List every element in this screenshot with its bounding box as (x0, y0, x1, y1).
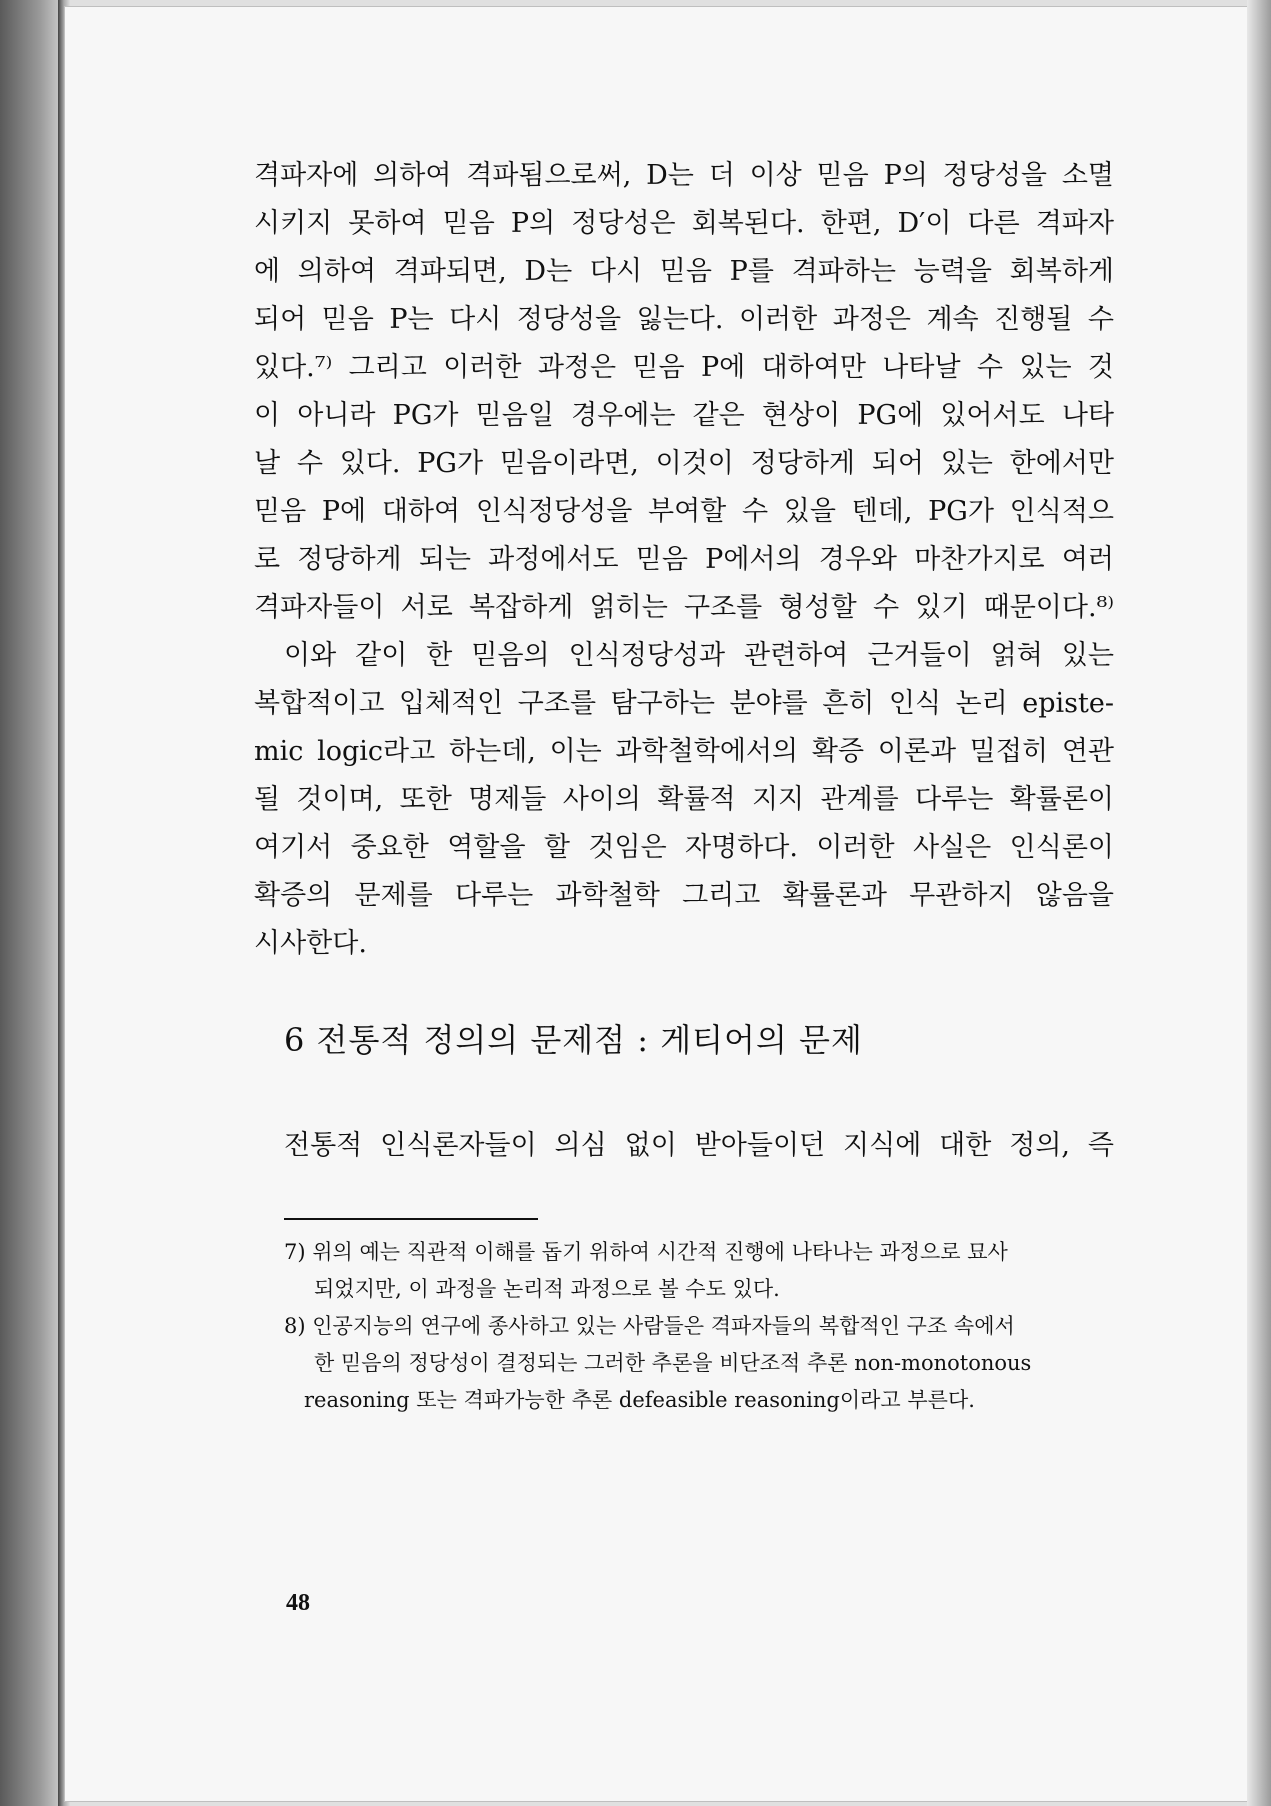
text-line: 격파자들이 서로 복잡하게 얽히는 구조를 형성할 수 있기 때문이다.⁸⁾ (254, 592, 1114, 623)
body-paragraph-1 (254, 152, 1114, 632)
text-line: 있다.⁷⁾ 그리고 이러한 과정은 믿음 P에 대하여만 나타날 수 있는 것 (254, 352, 1114, 383)
text-line: 되어 믿음 P는 다시 정당성을 잃는다. 이러한 과정은 계속 진행될 수 (254, 304, 1114, 335)
text-line: 이와 같이 한 믿음의 인식정당성과 관련하여 근거들이 얽혀 있는 (284, 640, 1114, 671)
footnote-8-line: 한 믿음의 정당성이 결정되는 그러한 추론을 비단조적 추론 non-monotonous (314, 1351, 1032, 1375)
text-line: 될 것이며, 또한 명제들 사이의 확률적 지지 관계를 다루는 확률론이 (254, 784, 1114, 815)
text-line: 복합적이고 입체적인 구조를 탐구하는 분야를 흔히 인식 논리 episte- (254, 688, 1114, 719)
footnote-divider (284, 1218, 538, 1220)
text-line: 에 의하여 격파되면, D는 다시 믿음 P를 격파하는 능력을 회복하게 (254, 256, 1114, 287)
text-line: 시키지 못하여 믿음 P의 정당성은 회복된다. 한편, D′이 다른 격파자 (254, 208, 1114, 239)
text-line: 날 수 있다. PG가 믿음이라면, 이것이 정당하게 되어 있는 한에서만 (254, 448, 1114, 479)
page-edge-shadow (1247, 0, 1271, 1806)
page-number: 48 (286, 1590, 310, 1616)
text-line: 로 정당하게 되는 과정에서도 믿음 P에서의 경우와 마찬가지로 여러 (254, 544, 1114, 575)
text-line: 시사한다. (254, 928, 367, 959)
footnote-7-line: 7) 위의 예는 직관적 이해를 돕기 위하여 시간적 진행에 나타나는 과정으로 묘사 (284, 1240, 1008, 1264)
text-line: 여기서 중요한 역할을 할 것임은 자명하다. 이러한 사실은 인식론이 (254, 832, 1114, 863)
text-line: 격파자에 의하여 격파됨으로써, D는 더 이상 믿음 P의 정당성을 소멸 (254, 160, 1114, 191)
text-line: 믿음 P에 대하여 인식정당성을 부여할 수 있을 텐데, PG가 인식적으 (254, 496, 1114, 527)
footnote-8-line: reasoning 또는 격파가능한 추론 defeasible reasoning이라고 부른다. (304, 1388, 975, 1412)
section-paragraph (254, 1122, 1114, 1170)
footnote-7-line: 되었지만, 이 과정을 논리적 과정으로 볼 수도 있다. (314, 1277, 780, 1301)
body-paragraph-2 (254, 632, 1114, 968)
text-line: 확증의 문제를 다루는 과학철학 그리고 확률론과 무관하지 않음을 (254, 880, 1114, 911)
footnote-8-line: 8) 인공지능의 연구에 종사하고 있는 사람들은 격파자들의 복합적인 구조 속에서 (284, 1314, 1015, 1338)
text-line: 이 아니라 PG가 믿음일 경우에는 같은 현상이 PG에 있어서도 나타 (254, 400, 1114, 431)
text-line: 전통적 인식론자들이 의심 없이 받아들이던 지식에 대한 정의, 즉 (284, 1130, 1114, 1161)
section-heading: 6 전통적 정의의 문제점 : 게티어의 문제 (284, 1021, 863, 1059)
footnotes (284, 1234, 1114, 1419)
text-line: mic logic라고 하는데, 이는 과학철학에서의 확증 이론과 밀접히 연관 (254, 736, 1114, 767)
